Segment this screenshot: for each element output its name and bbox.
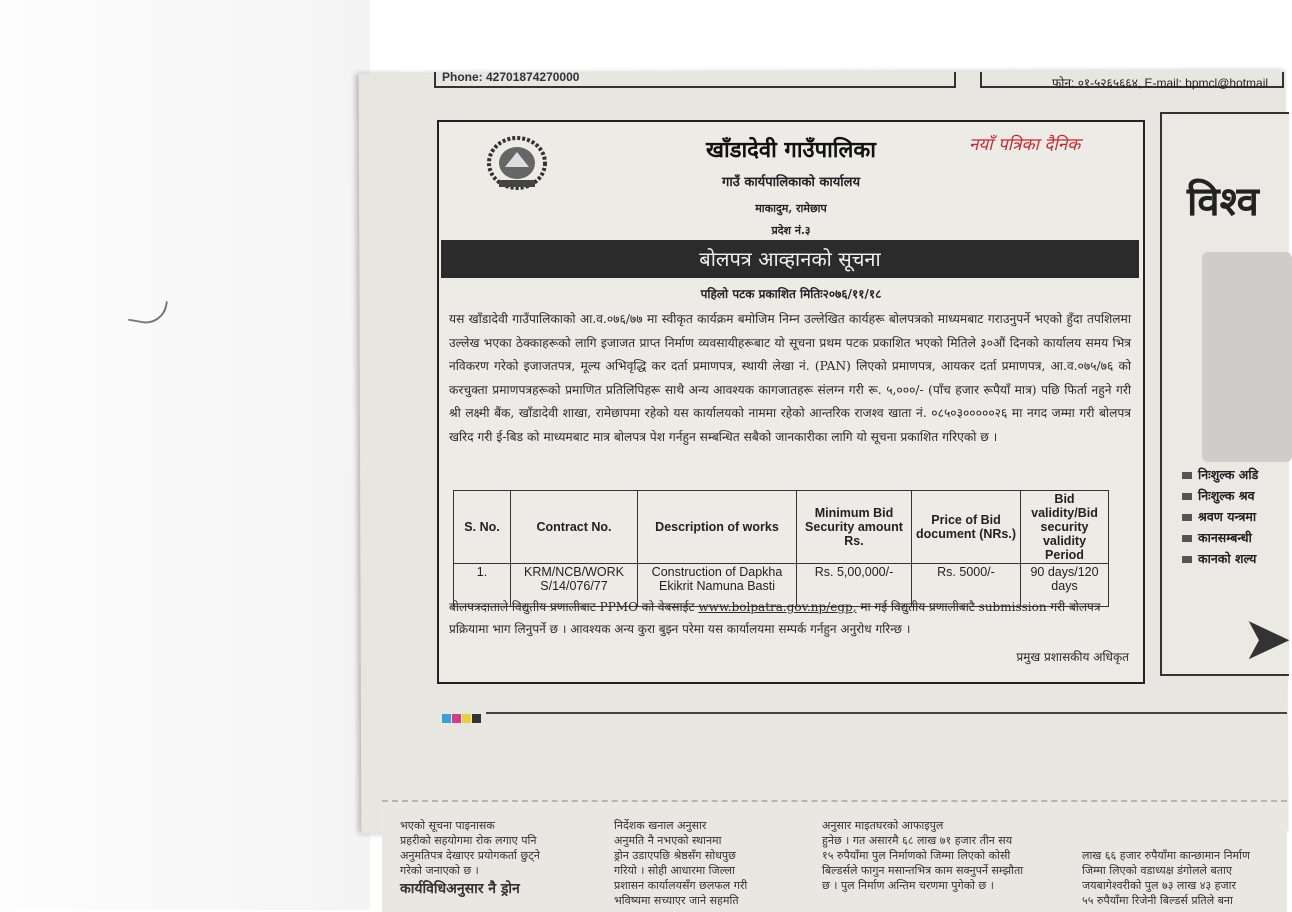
bullet-icon [1182,493,1192,500]
news-line: १५ रुपैयाँमा पुल निर्माणको जिम्मा लिएको कोसी [822,849,1011,862]
color-swatch [452,714,461,723]
side-ad-heading: विश्व [1187,178,1259,225]
top-phone-text: Phone: 42701874270000 [442,70,580,84]
side-advert [1160,112,1292,676]
news-line: निर्देशक खनाल अनुसार [614,819,707,832]
col-header-bid-security: Minimum Bid Security amount Rs. [797,491,912,564]
office-name: गाउँ कार्यपालिकाको कार्यालय [722,175,860,190]
news-line: ड्रोन उडाएपछि श्रेष्ठसँग सोधपुछ [614,849,736,862]
publish-date: पहिलो पटक प्रकाशित मितिः२०७६/११/१८ [700,287,882,301]
side-ad-list [1182,466,1258,571]
list-item [1182,508,1258,529]
notice-banner: बोलपत्र आव्हानको सूचना [441,240,1139,278]
news-line: अनुसार माइतघरको आफाइपुल [822,819,944,832]
color-swatch [442,714,451,723]
col-header-contract: Contract No. [511,491,638,564]
bullet-icon [1182,535,1192,542]
bullet-icon [1182,514,1192,521]
list-item [1182,487,1258,508]
leaf-logo-icon: ➤ [1242,604,1292,674]
news-line: भविष्यमा सच्याएर जाने सहमति [614,894,739,907]
cell-bid-security: Rs. 5,00,000/- [797,564,912,607]
list-item-label: श्रवण यन्त्रमा [1198,509,1257,524]
cell-sno: 1. [454,564,511,607]
news-line: प्रशासन कार्यालयसँग छलफल गरी [614,879,748,892]
news-column-4 [1082,848,1287,908]
ear-image [1202,252,1292,462]
news-line: लाख ६६ हजार रुपैयाँमा कान्छामान निर्माण [1082,849,1250,862]
list-item [1182,550,1258,571]
cell-validity: 90 days/120 days [1021,564,1109,607]
list-item-label: निःशुल्क अडि [1198,467,1259,482]
col-header-validity: Bid validity/Bid security validity Period [1021,491,1109,564]
province-label: प्रदेश नं.३ [771,224,811,237]
bullet-icon [1182,472,1192,479]
cell-description: Construction of Dapkha Ekikrit Namuna Basti [638,564,797,607]
list-item [1182,466,1258,487]
page-rule [486,712,1287,714]
news-line: ५५ रुपैयाँमा रिजेनी बिल्डर्स प्रतिले बना [1082,894,1233,907]
news-line: अनुमतिपत्र देखाएर प्रयोगकर्ता छुट्ने [400,849,540,862]
scanner-margin [0,0,370,910]
bullet-icon [1182,556,1192,563]
list-item-label: कानसम्बन्धी [1198,530,1252,545]
office-address: माकादुम, रामेछाप [755,202,827,215]
print-color-bar [442,708,482,718]
top-strip [432,72,1282,90]
color-swatch [472,714,481,723]
top-contact-text: फोन: ०१-५२६५६६४, E-mail: bpmcl@hotmail [1052,76,1269,90]
news-line: बिल्डर्सले फागुन मसान्तभित्र काम सक्नुपर्ने सम्झौता [822,864,1024,877]
tender-notice [437,120,1145,684]
bolpatra-link[interactable]: www.bolpatra.gov.np/egp, [698,600,857,614]
news-column-3 [822,818,1062,893]
col-header-sno: S. No. [454,491,511,564]
list-item-label: निःशुल्क श्रव [1198,488,1255,503]
contract-table [453,490,1109,607]
news-line: जयबागेश्वरीको पुल ७३ लाख ४३ हजार [1082,879,1237,892]
color-swatch [462,714,471,723]
col-header-description: Description of works [638,491,797,564]
news-line: हुनेछ । गत असारमै ६८ लाख ७१ हजार तीन सय [822,834,1013,847]
news-line: गरेको जनाएको छ । [400,864,479,877]
signature-title: प्रमुख प्रशासकीय अधिकृत [1016,650,1129,664]
news-heading: कार्यविधिअनुसार नै ड्रोन [400,881,520,897]
news-line: प्रहरीको सहयोगमा रोक लगाए पनि [400,834,537,847]
table-header-row [454,491,1109,564]
footer-text-pre: बोलपत्रदाताले विद्युतीय प्रणालीबाट PPMO को वेबसाईट [449,600,695,614]
cell-contract: KRM/NCB/WORK S/14/076/77 [511,564,638,607]
notice-body: यस खाँडादेवी गाउँपालिकाको आ.व.०७६/७७ मा स्वीकृत कार्यक्रम बमोजिम निम्न उल्लेखित कार्यहरू बोलपत्रको माध्यमबाट गराउनुपर्ने भएको हुँदा तपशिलमा उल्लेख भएका ठेक्काहरूको लागि इजाजत प्राप्त निर्माण व्यवसायीहरूबाट यो सूचना प्रथम पटक प्रकाशित भएको मितिले ३०औं दिनको कार्यालय समय भित्र नविकरण गरेको इजाजतपत्र, मूल्य अभिवृद्धि कर दर्ता प्रमाणपत्र, स्थायी लेखा नं. (PAN) लिएको प्रमाणपत्र, आयकर दर्ता प्रमाणपत्र, आ.व.०७५/७६ को करचुक्ता प्रमाणपत्रहरूको प्रमाणित प्रतिलिपिहरू साथै अन्य आवश्यक कागजातहरू संलग्न गरी रू. ५,०००/- (पाँच हजार रूपैयाँ मात्र) पछि फिर्ता नहुने गरी श्री लक्ष्मी बैंक, खाँडादेवी शाखा, रामेछापमा रहेको यस कार्यालयको नाममा रहेको आन्तरिक राजश्व खाता नं. ०८५०३०००००२६ मा नगद जम्मा गरी बोलपत्र खरिद गरी ई-बिड को माध्यमबाट मात्र बोलपत्र पेश गर्नहुन सम्बन्धित सबैको जानकारीका लागि यो सूचना प्रकाशित गरिएको छ । [449,312,1131,444]
handwritten-note: नयाँ पत्रिका दैनिक [969,135,1081,155]
submission-instructions [449,596,1131,640]
cell-price: Rs. 5000/- [912,564,1021,607]
news-line: अनुमति नै नभएको स्थानमा [614,834,722,847]
news-line: गरियो । सोही आधारमा जिल्ला [614,864,735,877]
news-line: भएको सूचना पाइनासक [400,819,495,832]
news-column-2 [614,818,804,908]
news-column-1 [400,818,600,897]
col-header-price: Price of Bid document (NRs.) [912,491,1021,564]
list-item [1182,529,1258,550]
list-item-label: कानको शल्य [1198,551,1257,566]
news-line: छ । पुल निर्माण अन्तिम चरणमा पुगेको छ । [822,879,994,892]
news-line: जिम्मा लिएको वडाध्यक्ष डंगोलले बताए [1082,864,1232,877]
footer-text-post: मा गई विद्युतीय प्रणालीबाटै submission गरी बोलपत्र प्रक्रियामा भाग लिनुपर्ने छ । आवश्यक अन्य कुरा बुझ्न परेमा यस कार्यालयमा सम्पर्क गर्नहुन अनुरोध गरिन्छ । [449,600,1101,636]
org-title: खाँडादेवी गाउँपालिका [706,137,876,163]
